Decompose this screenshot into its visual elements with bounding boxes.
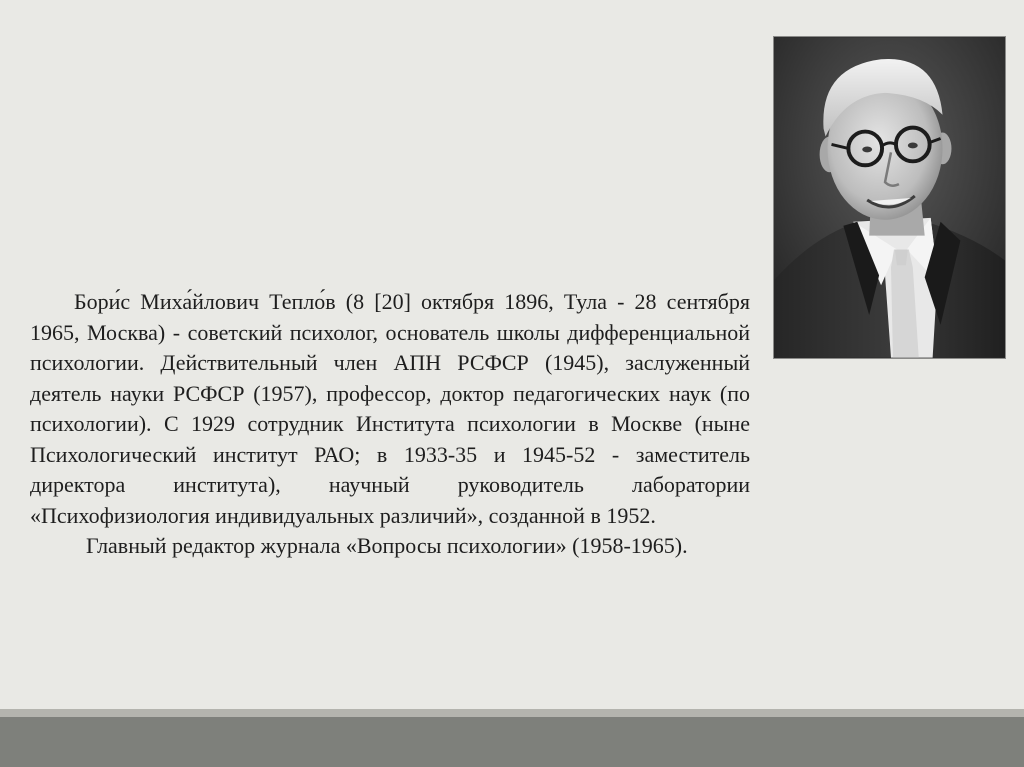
- footer-bar: [0, 717, 1024, 767]
- footer-divider: [0, 709, 1024, 717]
- biography-text: [30, 287, 750, 562]
- biography-paragraph-2: Главный редактор журнала «Вопросы психологии» (1958-1965).: [86, 533, 688, 558]
- portrait-illustration: [774, 37, 1005, 358]
- biography-paragraph-1: Бори́с Миха́йлович Тепло́в (8 [20] октября 1896, Тула - 28 сентября 1965, Москва) - советский психолог, основатель школы дифференциальной психологии. Действительный член АПН РСФСР (1945), заслуженный деятель науки РСФСР (1957), профессор, доктор педагогических наук (по психологии). С 1929 сотрудник Института психологии в Москве (ныне Психологический институт РАО; в 1933-35 и 1945-52 - заместитель директора института), научный руководитель лаборатории «Психофизиология индивидуальных различий», созданной в 1952.: [30, 289, 750, 528]
- portrait-photo: [773, 36, 1006, 359]
